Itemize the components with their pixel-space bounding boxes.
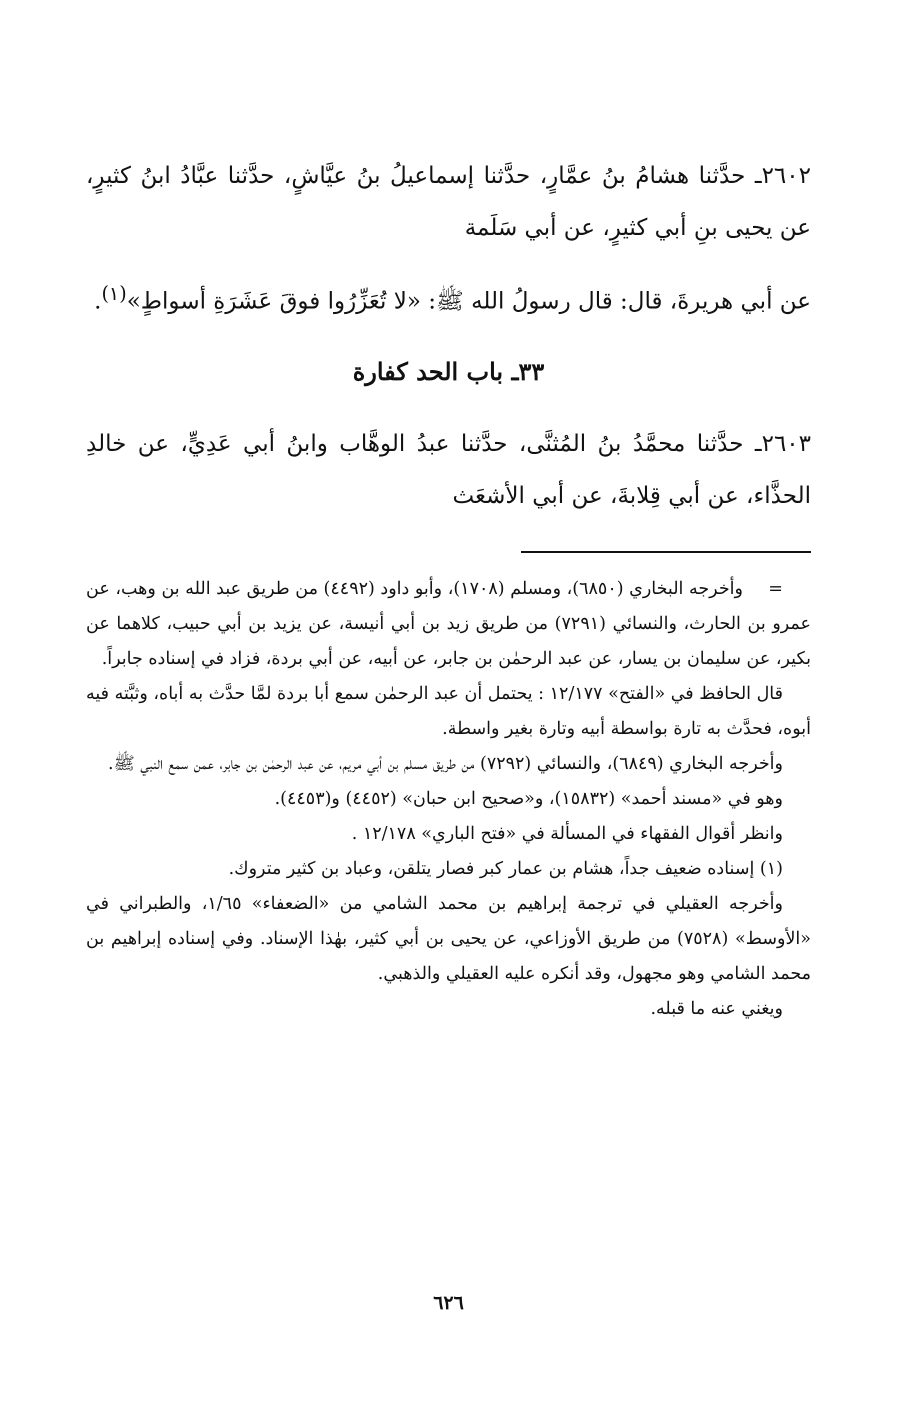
footnote-ref-1[interactable]: (١) [101, 282, 127, 305]
hadith-2603-chain [86, 418, 811, 522]
footnotes [86, 572, 811, 1027]
page-number: ٦٢٦ [433, 1292, 464, 1314]
footnote-paragraph: وأخرجه البخاري (٦٨٤٩)، والنسائي (٧٢٩٢) من طريق مسلم بن أبي مريم، عن عبد الرحمٰن بن جابر، عمن سمع النبي ﷺ. [108, 754, 783, 774]
hadith-2602-end: . [94, 288, 102, 315]
footnote-paragraph: وانظر أقوال الفقهاء في المسألة في «فتح الباري» ١٢/١٧٨ . [351, 824, 783, 844]
footnote-paragraph: وهو في «مسند أحمد» (١٥٨٣٢)، و«صحيح ابن حبان» (٤٤٥٢) و(٤٤٥٣). [274, 789, 783, 809]
hadith-2602-matn [86, 268, 811, 328]
footnote-paragraph: ويغني عنه ما قبله. [650, 999, 783, 1019]
footnote-paragraph [86, 572, 811, 677]
hadith-2602-text: عن أبي هريرةَ، قال: قال رسولُ الله ﷺ: «لا تُعَزِّرُوا فوقَ عَشَرَةِ أسواطٍ» [126, 288, 811, 315]
footnote-paragraph: وأخرجه العقيلي في ترجمة إبراهيم بن محمد الشامي من «الضعفاء» ١/٦٥، والطبراني في «الأوسط» (٧٥٢٨) من طريق الأوزاعي، عن يحيى بن أبي كثير، بهٰذا الإسناد. وفي إسناده إبراهيم بن محمد الشامي وهو مجهول، وقد أنكره عليه العقيلي والذهبي. [86, 894, 811, 984]
hadith-2603-line2: عن خالدِ الحذَّاء، عن أبي قِلابةَ، عن أبي الأشعَث [86, 430, 811, 509]
hadith-2602-chain [86, 150, 811, 254]
chapter-title: ٣٣ـ باب الحد كفارة [352, 356, 545, 386]
book-page [86, 0, 811, 1416]
hadith-2603-line1: ٢٦٠٣ـ حدَّثنا محمَّدُ بنُ المُثنَّى، حدَّثنا عبدُ الوهَّاب وابنُ أبي عَدِيٍّ، [180, 430, 812, 457]
footnote-1: (١) إسناده ضعيف جداً، هشام بن عمار كبر فصار يتلقن، وعباد بن كثير متروك. [228, 859, 783, 879]
footnote-text: وأخرجه البخاري (٦٨٥٠)، ومسلم (١٧٠٨)، وأبو داود (٤٤٩٢) من طريق عبد الله بن وهب، عن عمرو بن الحارث، والنسائي (٧٢٩١) من طريق زيد بن أبي أنيسة، عن يزيد بن أبي حبيب، كلاهما عن بكير، عن سليمان بن يسار، عن عبد الرحمٰن بن جابر، عن أبيه، عن أبي بردة، فزاد في إسناده جابراً. [86, 579, 811, 669]
hadith-2602-line1: ٢٦٠٢ـ حدَّثنا هشامُ بنُ عمَّارٍ، حدَّثنا إسماعيلُ بنُ عيَّاشٍ، حدَّثنا عبَّادُ [180, 163, 811, 189]
footnote-separator [521, 551, 811, 553]
footnote-paragraph: قال الحافظ في «الفتح» ١٢/١٧٧ : يحتمل أن عبد الرحمٰن سمع أبا بردة لمَّا حدَّث به أباه، وثبَّته فيه أبوه، فحدَّث به تارة بواسطة أبيه وتارة بغير واسطة. [85, 684, 811, 739]
main-text [86, 150, 811, 536]
hadith-2602-line2: ابنُ كثيرٍ، عن يحيى بنِ أبي كثيرٍ، عن أبي سَلَمة [86, 163, 811, 241]
continuation-mark: = [768, 579, 783, 599]
